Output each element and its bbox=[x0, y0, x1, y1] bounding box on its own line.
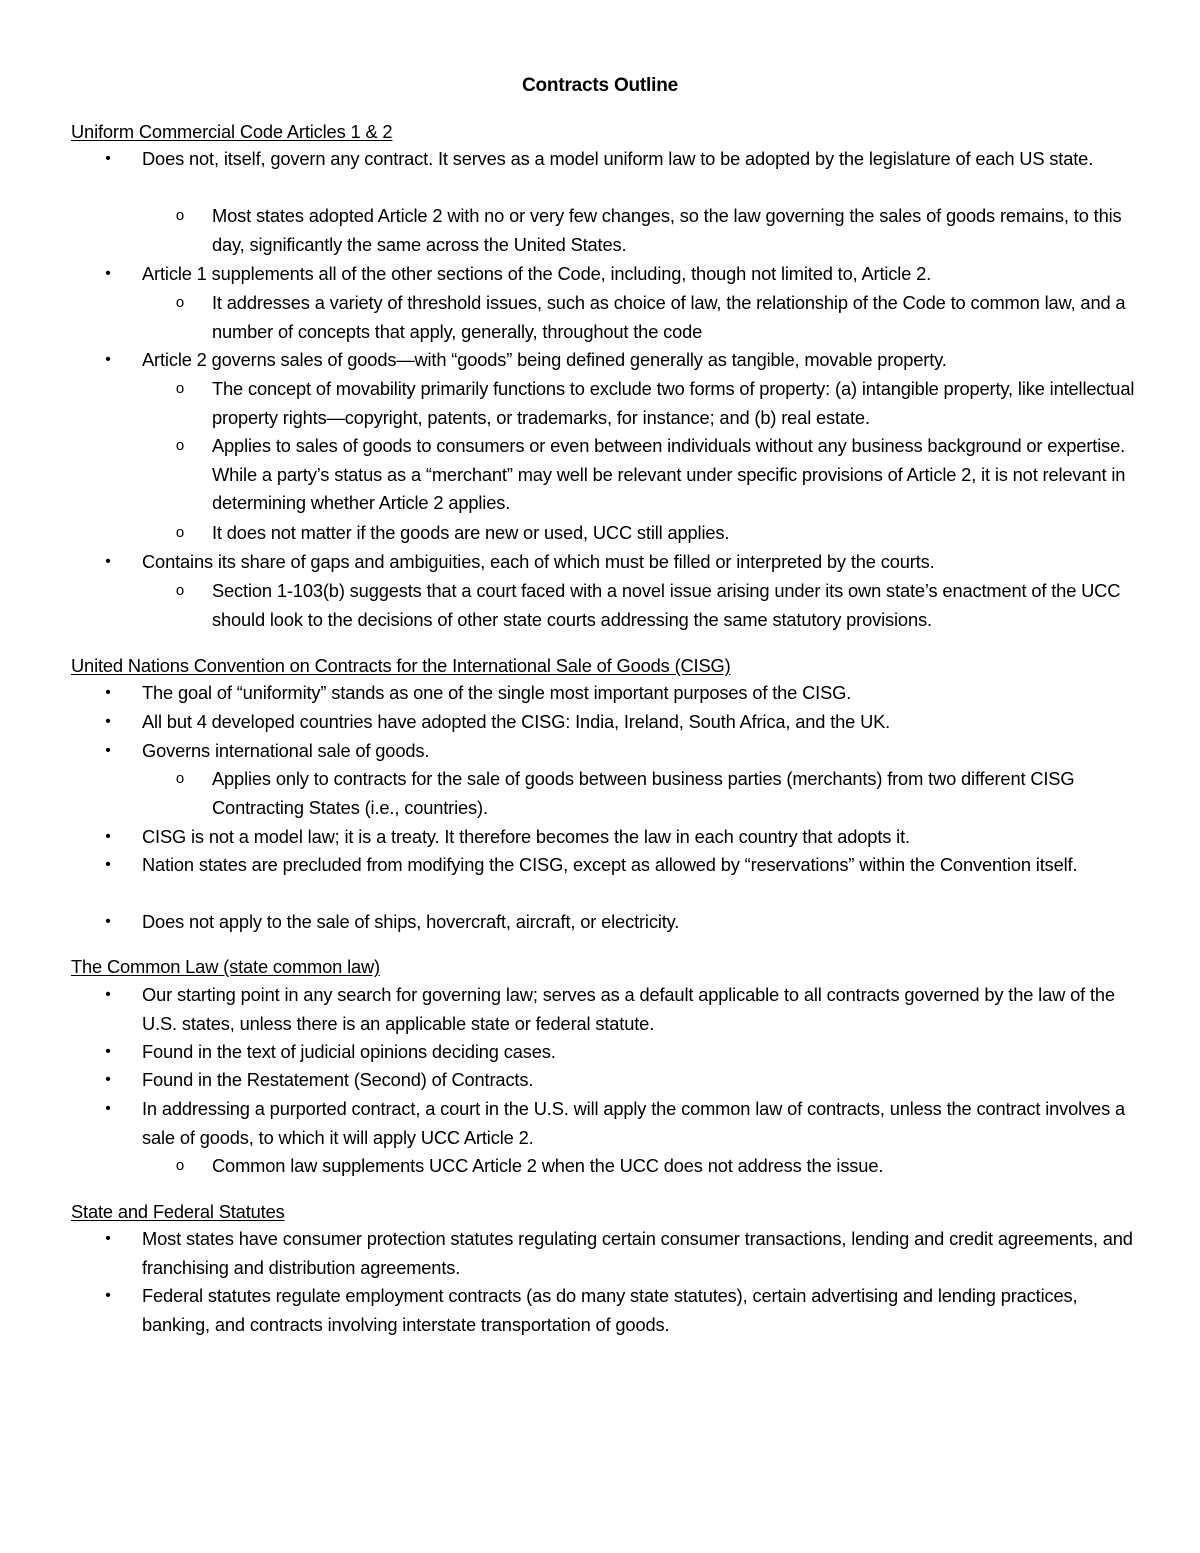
sub-bullet-icon: o bbox=[175, 294, 185, 311]
list-item bbox=[105, 708, 1142, 737]
bullet-icon: • bbox=[105, 351, 111, 368]
section-heading-statutes: State and Federal Statutes bbox=[71, 1201, 285, 1222]
list-item-text: The goal of “uniformity” stands as one of the single most important purposes of the CISG. bbox=[142, 682, 852, 703]
list-item-text: It addresses a variety of threshold issues, such as choice of law, the relationship of the Code to common law, and a number of concepts that apply, generally, throughout the code bbox=[212, 292, 1126, 342]
bullet-icon: • bbox=[105, 1100, 111, 1117]
list-subitem bbox=[175, 519, 1142, 548]
bullet-icon: • bbox=[105, 713, 111, 730]
list-subitem bbox=[175, 432, 1142, 518]
sub-bullet-icon: o bbox=[175, 207, 185, 224]
list-item bbox=[105, 1225, 1142, 1282]
list-item-text: Most states have consumer protection statutes regulating certain consumer transactions, lending and credit agreements, and franchising and distribution agreements. bbox=[142, 1228, 1133, 1278]
list-item-text: Article 1 supplements all of the other sections of the Code, including, though not limited to, Article 2. bbox=[142, 263, 932, 284]
list-item-text: Federal statutes regulate employment contracts (as do many state statutes), certain advertising and lending practices, banking, and contracts involving interstate transportation of goods. bbox=[142, 1285, 1078, 1335]
section-heading-ucc: Uniform Commercial Code Articles 1 & 2 bbox=[71, 121, 393, 142]
bullet-icon: • bbox=[105, 1043, 111, 1060]
list-subitem bbox=[175, 375, 1142, 432]
sub-bullet-icon: o bbox=[175, 380, 185, 397]
list-item-text: Found in the text of judicial opinions deciding cases. bbox=[142, 1041, 556, 1062]
list-item bbox=[105, 1038, 1142, 1067]
list-item-text: Article 2 governs sales of goods—with “goods” being defined generally as tangible, movable property. bbox=[142, 349, 947, 370]
list-item-text: Contains its share of gaps and ambiguities, each of which must be filled or interpreted by the courts. bbox=[142, 551, 935, 572]
list-subitem bbox=[175, 577, 1142, 634]
list-item-text: Section 1-103(b) suggests that a court faced with a novel issue arising under its own state’s enactment of the UCC should look to the decisions of other state courts addressing the same statutory provisions. bbox=[212, 580, 1121, 630]
list-item-text: Common law supplements UCC Article 2 when the UCC does not address the issue. bbox=[212, 1155, 884, 1176]
bullet-icon: • bbox=[105, 742, 111, 759]
list-item-text: Our starting point in any search for governing law; serves as a default applicable to all contracts governed by the law of the U.S. states, unless there is an applicable state or federal statute. bbox=[142, 984, 1115, 1034]
sub-bullet-icon: o bbox=[175, 582, 185, 599]
list-item-text: All but 4 developed countries have adopted the CISG: India, Ireland, South Africa, and the UK. bbox=[142, 711, 891, 732]
list-item bbox=[105, 737, 1142, 766]
section-heading-cisg: United Nations Convention on Contracts for the International Sale of Goods (CISG) bbox=[71, 655, 731, 676]
bullet-icon: • bbox=[105, 913, 111, 930]
list-item-text: Applies only to contracts for the sale of goods between business parties (merchants) from two different CISG Contracting States (i.e., countries). bbox=[212, 768, 1075, 818]
bullet-icon: • bbox=[105, 828, 111, 845]
list-item bbox=[105, 1282, 1142, 1339]
list-item-text: Nation states are precluded from modifying the CISG, except as allowed by “reservations” within the Convention itself. bbox=[142, 854, 1078, 875]
list-item bbox=[105, 679, 1142, 708]
list-item-text: Applies to sales of goods to consumers or even between individuals without any business background or expertise. While a party’s status as a “merchant” may well be relevant under specific provisions of Article 2, it is not relevant in determining whether Article 2 applies. bbox=[212, 435, 1126, 514]
list-subitem bbox=[175, 289, 1142, 346]
bullet-icon: • bbox=[105, 265, 111, 282]
list-item bbox=[105, 1095, 1142, 1152]
list-item-text: CISG is not a model law; it is a treaty. It therefore becomes the law in each country that adopts it. bbox=[142, 826, 910, 847]
list-item-text: In addressing a purported contract, a court in the U.S. will apply the common law of contracts, unless the contract involves a sale of goods, to which it will apply UCC Article 2. bbox=[142, 1098, 1126, 1148]
list-item bbox=[105, 260, 1142, 289]
sub-bullet-icon: o bbox=[175, 524, 185, 541]
list-item bbox=[105, 145, 1142, 174]
list-item-text: Does not, itself, govern any contract. It serves as a model uniform law to be adopted by the legislature of each US state. bbox=[142, 148, 1094, 169]
list-item bbox=[105, 851, 1142, 880]
page-title: Contracts Outline bbox=[521, 75, 678, 96]
bullet-icon: • bbox=[105, 986, 111, 1003]
list-item bbox=[105, 346, 1142, 375]
list-item bbox=[105, 823, 1142, 852]
list-item bbox=[105, 1066, 1142, 1095]
bullet-icon: • bbox=[105, 1230, 111, 1247]
list-subitem bbox=[175, 765, 1142, 822]
bullet-icon: • bbox=[105, 553, 111, 570]
sub-bullet-icon: o bbox=[175, 437, 185, 454]
list-subitem bbox=[175, 1152, 1142, 1181]
list-subitem bbox=[175, 202, 1142, 259]
bullet-icon: • bbox=[105, 1287, 111, 1304]
bullet-icon: • bbox=[105, 856, 111, 873]
bullet-icon: • bbox=[105, 1071, 111, 1088]
list-item-text: Found in the Restatement (Second) of Contracts. bbox=[142, 1069, 534, 1090]
list-item-text: The concept of movability primarily functions to exclude two forms of property: (a) intangible property, like intellectual property rights—copyright, patents, or trademarks, for instance; and (b) real estate. bbox=[212, 378, 1135, 428]
list-item bbox=[105, 908, 1142, 937]
list-item-text: It does not matter if the goods are new or used, UCC still applies. bbox=[212, 522, 730, 543]
list-item bbox=[105, 981, 1142, 1038]
list-item-text: Governs international sale of goods. bbox=[142, 740, 430, 761]
bullet-icon: • bbox=[105, 684, 111, 701]
bullet-icon: • bbox=[105, 150, 111, 167]
list-item-text: Does not apply to the sale of ships, hovercraft, aircraft, or electricity. bbox=[142, 911, 680, 932]
section-heading-common-law: The Common Law (state common law) bbox=[71, 956, 380, 977]
list-item bbox=[105, 548, 1142, 577]
sub-bullet-icon: o bbox=[175, 1157, 185, 1174]
sub-bullet-icon: o bbox=[175, 770, 185, 787]
list-item-text: Most states adopted Article 2 with no or very few changes, so the law governing the sales of goods remains, to this day, significantly the same across the United States. bbox=[212, 205, 1122, 255]
